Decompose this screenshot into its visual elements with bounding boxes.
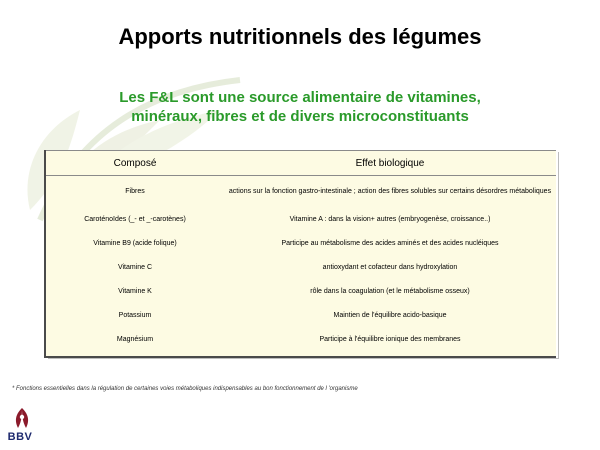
- subtitle-line-1: Les F&L sont une source alimentaire de vitamines,: [119, 89, 481, 106]
- compound-cell: Vitamine K: [118, 288, 152, 295]
- nutrition-table: [46, 150, 556, 352]
- compound-cell: Vitamine B9 (acide folique): [93, 240, 177, 247]
- table-row: [46, 304, 556, 328]
- table-row: [46, 232, 556, 256]
- effect-cell: Participe à l'équilibre ionique des membranes: [319, 336, 461, 343]
- effect-cell: actions sur la fonction gastro-intestinale ; action des fibres solubles sur certains désordres métaboliques: [228, 188, 552, 195]
- table-row: [46, 256, 556, 280]
- compound-cell: Magnésium: [116, 336, 154, 343]
- subtitle-line-2: minéraux, fibres et de divers microconstituants: [131, 108, 469, 125]
- effect-cell: Participe au métabolisme des acides aminés et des acides nucléiques: [281, 240, 499, 247]
- effect-cell: Vitamine A : dans la vision+ autres (embryogenèse, croissance..): [289, 216, 491, 223]
- compound-cell: Caroténoïdes (_- et _-carotènes): [84, 216, 186, 223]
- effect-cell: rôle dans la coagulation (et le métabolisme osseux): [310, 288, 470, 295]
- footnote: * Fonctions essentielles dans la régulation de certaines voies métaboliques indispensables au bon fonctionnement de l 'organisme: [12, 386, 358, 392]
- slide-title: Apports nutritionnels des légumes: [118, 24, 482, 49]
- compound-cell: Potassium: [118, 312, 152, 319]
- header-effet-biologique: Effet biologique: [224, 151, 556, 176]
- slide-subtitle: [40, 88, 560, 126]
- header-compose: Composé: [46, 151, 224, 176]
- table-row: [46, 176, 556, 209]
- table-row: [46, 280, 556, 304]
- table-row: [46, 328, 556, 352]
- compound-cell: Fibres: [125, 188, 145, 195]
- effect-cell: antioxydant et cofacteur dans hydroxylation: [322, 264, 458, 271]
- table-row: [46, 208, 556, 232]
- logo-text: BBV: [7, 431, 33, 443]
- nutrition-table-panel: [44, 150, 556, 358]
- grape-leaf-logo-icon: [2, 404, 42, 450]
- compound-cell: Vitamine C: [117, 264, 153, 271]
- table-header-row: [46, 151, 556, 176]
- effect-cell: Maintien de l'équilibre acido-basique: [333, 312, 447, 319]
